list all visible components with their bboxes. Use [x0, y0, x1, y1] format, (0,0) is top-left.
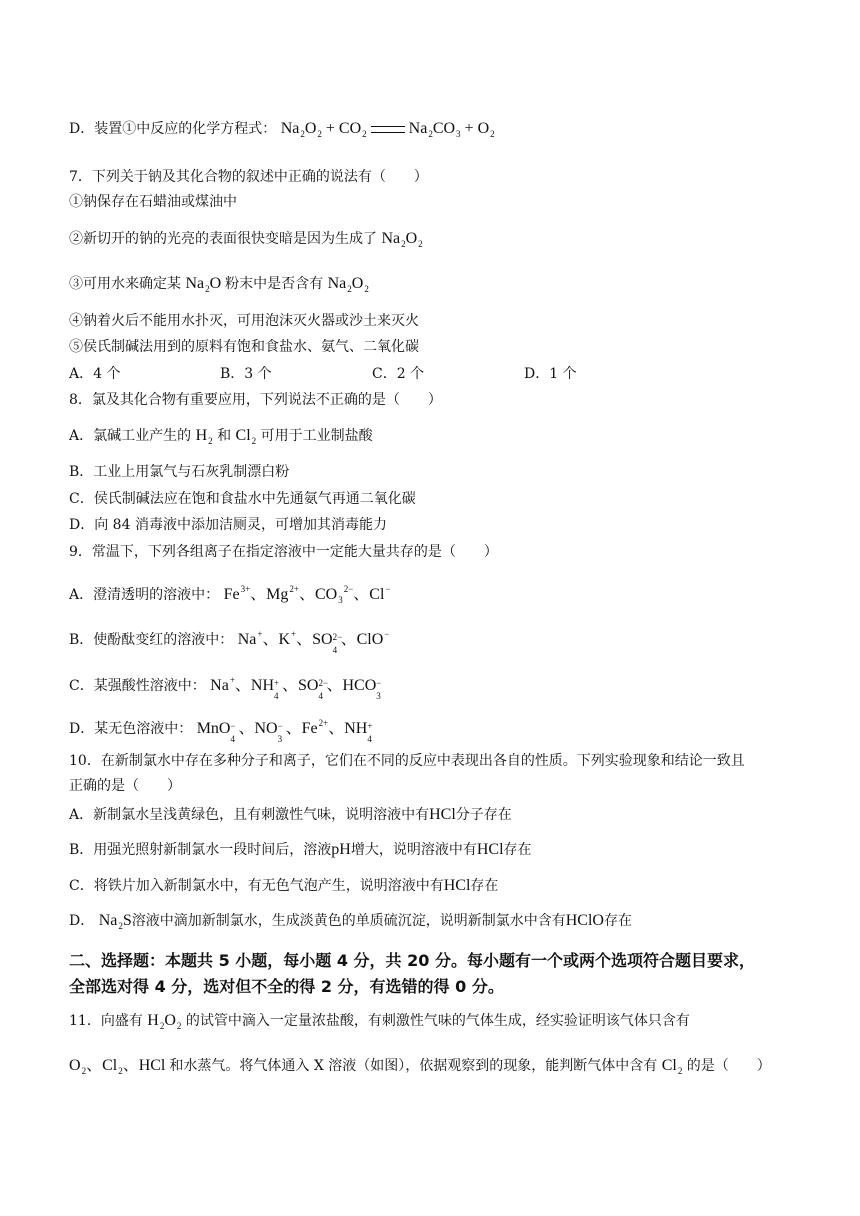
q10-option-a: A．新制氯水呈浅黄绿色，且有刺激性气味，说明溶液中有HCl分子存在	[69, 806, 512, 823]
q9-stem: 9．常温下，下列各组离子在指定溶液中一定能大量共存的是（ ）	[69, 544, 498, 560]
q7-s2: ②新切开的钠的光亮的表面很快变暗是因为生成了 $Na_2O_2$	[69, 230, 423, 249]
q9-option-b: B．使酚酞变红的溶液中： Na+、K+、SO 2− 4 、ClO−	[69, 629, 390, 656]
q11-line-1: 11．向盛有 $H_2O_2$ 的试管中滴入一定量浓盐酸，有刺激性气味的气体生成，经实验证明该气体只含有	[69, 1012, 690, 1031]
q7-stem: 7．下列关于钠及其化合物的叙述中正确的说法有（ ）	[69, 169, 428, 185]
q7-s3: ③可用水来确定某 $Na_2O$ 粉末中是否含有 $Na_2O_2$	[69, 275, 369, 294]
q6d-text: D．装置①中反应的化学方程式：	[69, 121, 277, 137]
q8-option-c: C．侯氏制碱法应在饱和食盐水中先通氨气再通二氧化碳	[69, 491, 416, 507]
q8-option-a: A．氯碱工业产生的 $H_2$ 和 $Cl_2$ 可用于工业制盐酸	[69, 427, 373, 446]
q10-option-c: C．将铁片加入新制氯水中，有无色气泡产生，说明溶液中有HCl存在	[69, 877, 499, 894]
q7-option-a: A．4 个	[69, 366, 121, 382]
q7-s5: ⑤侯氏制碱法用到的原料有饱和食盐水、氨气、二氧化碳	[69, 339, 419, 355]
section-2-heading-1: 二、选择题：本题共 5 小题，每小题 4 分，共 20 分。每小题有一个或两个选项符合题目要求，	[69, 951, 755, 970]
na2o2-formula: $Na_2O_2$	[381, 230, 423, 249]
q7-option-c: C．2 个	[372, 366, 425, 382]
section-2-heading-2: 全部选对得 4 分，选对但不全的得 2 分，有选错的得 0 分。	[69, 977, 504, 996]
q9-option-d: D．某无色溶液中： MnO − 4 、NO − 3 、$Fe^{2+}$、NH + 4	[69, 718, 373, 745]
q7-option-b: B．3 个	[220, 366, 272, 382]
q10-stem-2: 正确的是（ ）	[69, 778, 181, 794]
q10-stem-1: 10．在新制氯水中存在多种分子和离子，它们在不同的反应中表现出各自的性质。下列实验现象和结论一致且	[69, 753, 745, 769]
q6-option-d	[69, 119, 495, 144]
q10-option-b: B．用强光照射新制氯水一段时间后，溶液pH增大，说明溶液中有HCl存在	[69, 841, 532, 858]
q7-s4: ④钠着火后不能用水扑灭，可用泡沫灭火器或沙土来灭火	[69, 313, 419, 329]
q9-option-c: C．某强酸性溶液中： Na+、NH + 4 、SO 2− 4 、HCO − 3	[69, 675, 382, 702]
equals-sign	[371, 126, 405, 133]
q7-option-d: D．1 个	[524, 366, 577, 382]
q7-s1: ①钠保存在石蜡油或煤油中	[69, 194, 237, 210]
q10-option-d: D． $Na_2S$溶液中滴加新制氯水，生成淡黄色的单质硫沉淀，说明新制氯水中含有HClO存在	[69, 912, 632, 931]
q8-stem: 8．氯及其化合物有重要应用，下列说法不正确的是（ ）	[69, 392, 442, 408]
q9-option-a: A．澄清透明的溶液中： $Fe^{3+}$、$Mg^{2+}$、$CO_3^{2-}$、Cl−	[69, 584, 391, 605]
q7-options	[69, 364, 769, 384]
equation: $Na_2O_2 + CO_2$ $Na_2CO_3 + O_2$	[280, 120, 495, 139]
q8-option-b: B．工业上用氯气与石灰乳制漂白粉	[69, 464, 290, 480]
q11-line-2: $O_2$、$Cl_2$、HCl 和水蒸气。将气体通入 X 溶液（如图），依据观察到的现象，能判断气体中含有 $Cl_2$ 的是（ ）	[69, 1057, 771, 1076]
q8-option-d: D．向 84 消毒液中添加洁厕灵，可增加其消毒能力	[69, 517, 387, 533]
